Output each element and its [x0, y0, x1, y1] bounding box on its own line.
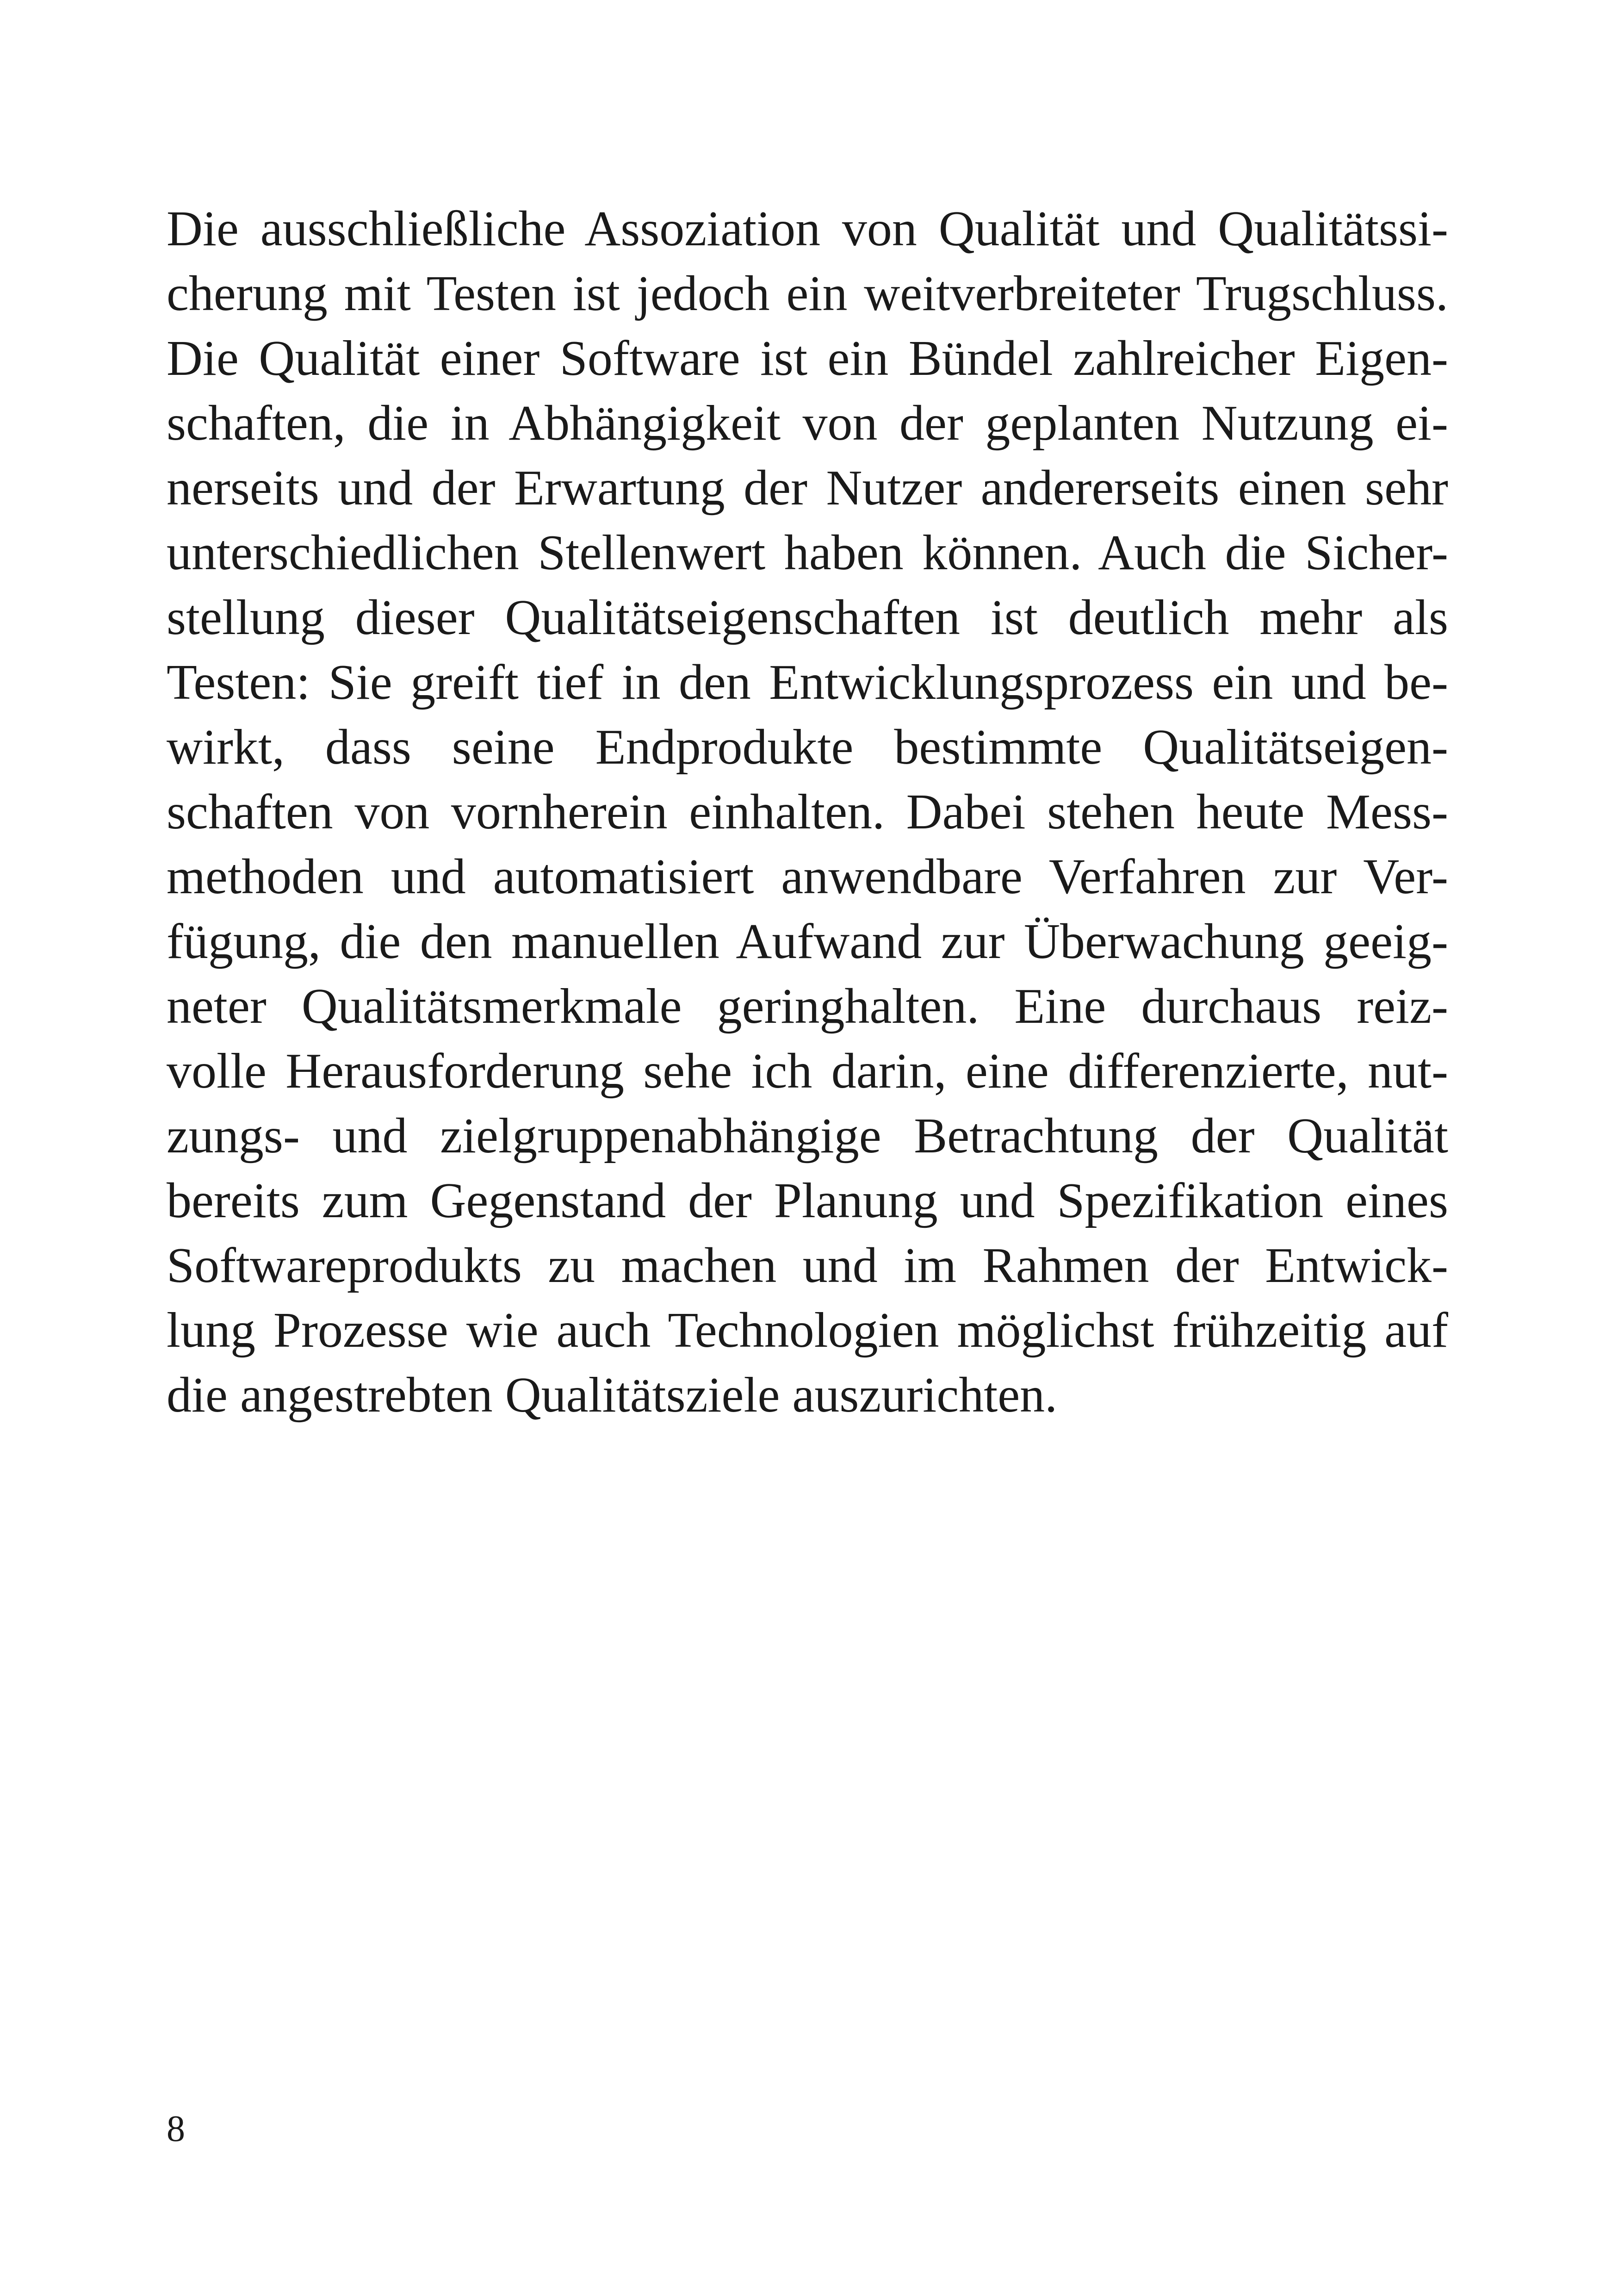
text-line: Testen: Sie greift tief in den Entwicklungsprozess ein und be-	[167, 655, 1448, 710]
text-line: Die ausschließliche Assoziation von Qualität und Qualitätssi-	[167, 201, 1448, 256]
text-line: stellung dieser Qualitätseigenschaften ist deutlich mehr als	[167, 590, 1448, 645]
text-line: fügung, die den manuellen Aufwand zur Überwachung geeig-	[167, 914, 1448, 969]
text-line: nerseits und der Erwartung der Nutzer andererseits einen sehr	[167, 460, 1448, 516]
text-line: neter Qualitätsmerkmale geringhalten. Eine durchaus reiz-	[167, 979, 1448, 1034]
text-line: lung Prozesse wie auch Technologien möglichst frühzeitig auf	[167, 1303, 1448, 1358]
text-line: schaften, die in Abhängigkeit von der geplanten Nutzung ei-	[167, 396, 1448, 451]
text-line: volle Herausforderung sehe ich darin, eine differenzierte, nut-	[167, 1044, 1448, 1099]
text-line: Softwareprodukts zu machen und im Rahmen der Entwick-	[167, 1238, 1448, 1293]
page-number: 8	[167, 2109, 185, 2149]
body-paragraph	[167, 197, 1448, 1428]
text-line: Die Qualität einer Software ist ein Bündel zahlreicher Eigen-	[167, 331, 1448, 386]
text-line: methoden und automatisiert anwendbare Verfahren zur Ver-	[167, 849, 1448, 904]
text-line: unterschiedlichen Stellenwert haben können. Auch die Sicher-	[167, 525, 1448, 580]
text-line: wirkt, dass seine Endprodukte bestimmte Qualitätseigen-	[167, 720, 1448, 775]
text-line: schaften von vornherein einhalten. Dabei stehen heute Mess-	[167, 784, 1448, 840]
text-line: bereits zum Gegenstand der Planung und Spezifikation eines	[167, 1173, 1448, 1228]
text-line: cherung mit Testen ist jedoch ein weitverbreiteter Trugschluss.	[167, 266, 1448, 321]
text-line-last: die angestrebten Qualitätsziele auszurichten.	[167, 1368, 1058, 1423]
text-line: zungs- und zielgruppenabhängige Betrachtung der Qualität	[167, 1108, 1448, 1164]
